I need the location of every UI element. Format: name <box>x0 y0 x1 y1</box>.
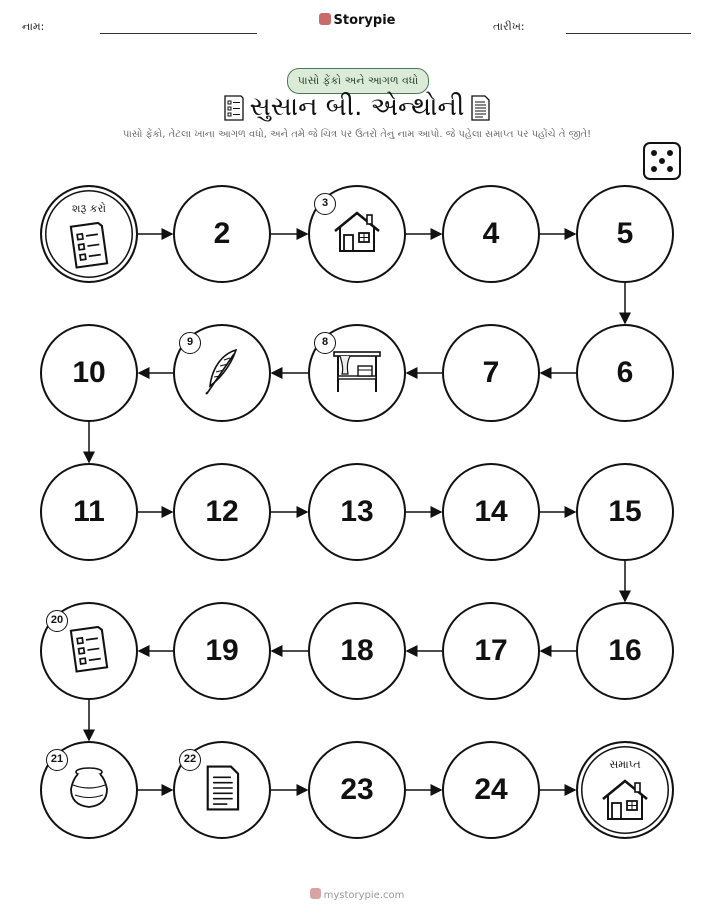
number-space[interactable] <box>442 463 540 561</box>
number-space[interactable] <box>576 185 674 283</box>
number-space[interactable] <box>173 185 271 283</box>
number-space[interactable] <box>442 185 540 283</box>
number-space[interactable] <box>576 463 674 561</box>
space-number: 14 <box>474 495 508 528</box>
name-label: નામ: <box>22 20 45 33</box>
number-space[interactable] <box>576 602 674 700</box>
number-space[interactable] <box>308 602 406 700</box>
page-title: સુસાન બી. એન્થોની <box>249 92 465 122</box>
space-number: 18 <box>340 634 374 667</box>
space-number: 2 <box>213 217 231 250</box>
checklist-icon <box>67 221 111 273</box>
picture-space[interactable] <box>40 602 138 700</box>
space-number: 21 <box>46 749 68 771</box>
date-label: તારીખ: <box>493 20 525 33</box>
game-badge: પાસો ફેંકો અને આગળ વધો <box>287 68 429 94</box>
house-icon <box>599 777 651 827</box>
space-number: 9 <box>179 332 201 354</box>
space-number: 6 <box>616 356 634 389</box>
space-number: 4 <box>482 217 500 250</box>
number-space[interactable] <box>442 602 540 700</box>
finish-label: સમાપ્ત <box>609 758 641 771</box>
space-number: 16 <box>608 634 642 667</box>
space-number: 10 <box>72 356 106 389</box>
space-number: 11 <box>73 495 105 528</box>
number-space[interactable] <box>576 324 674 422</box>
number-space[interactable] <box>308 741 406 839</box>
number-space[interactable] <box>40 324 138 422</box>
start-label: શરૂ કરો <box>71 202 107 215</box>
feather-quill-icon <box>202 346 242 400</box>
picture-space[interactable] <box>308 185 406 283</box>
checklist-icon <box>67 625 111 677</box>
space-number: 13 <box>340 495 374 528</box>
clay-pot-icon <box>65 765 113 815</box>
space-number: 15 <box>608 495 642 528</box>
start-space[interactable] <box>40 185 138 283</box>
brand-logo: Storypie <box>0 13 714 28</box>
footer: mystorypie.com <box>0 888 714 901</box>
number-space[interactable] <box>173 602 271 700</box>
document-icon <box>200 763 244 817</box>
number-space[interactable] <box>308 463 406 561</box>
space-number: 24 <box>474 773 508 806</box>
picture-space[interactable] <box>173 741 271 839</box>
space-number: 20 <box>46 610 68 632</box>
space-number: 7 <box>482 356 500 389</box>
space-number: 19 <box>205 634 239 667</box>
picture-space[interactable] <box>173 324 271 422</box>
space-number: 17 <box>474 634 508 667</box>
picture-space[interactable] <box>40 741 138 839</box>
picture-space[interactable] <box>308 324 406 422</box>
number-space[interactable] <box>173 463 271 561</box>
number-space[interactable] <box>40 463 138 561</box>
number-space[interactable] <box>442 324 540 422</box>
space-number: 23 <box>340 773 374 806</box>
space-number: 8 <box>314 332 336 354</box>
space-number: 3 <box>314 193 336 215</box>
finish-space[interactable] <box>576 741 674 839</box>
instructions: પાસો ફેંકો, તેટલા ખાના આગળ વધો, અને તમે જે ચિત્ર પર ઉતરો તેનું નામ આપો. જે પહેલા સમાપ્ત પર પહોંચે તે જીતે! <box>122 129 592 140</box>
space-number: 12 <box>205 495 239 528</box>
space-number: 22 <box>179 749 201 771</box>
storypie-footer-logo-icon <box>310 888 321 899</box>
desk-icon <box>330 346 384 400</box>
number-space[interactable] <box>442 741 540 839</box>
space-number: 5 <box>616 217 634 250</box>
house-icon <box>331 209 383 259</box>
